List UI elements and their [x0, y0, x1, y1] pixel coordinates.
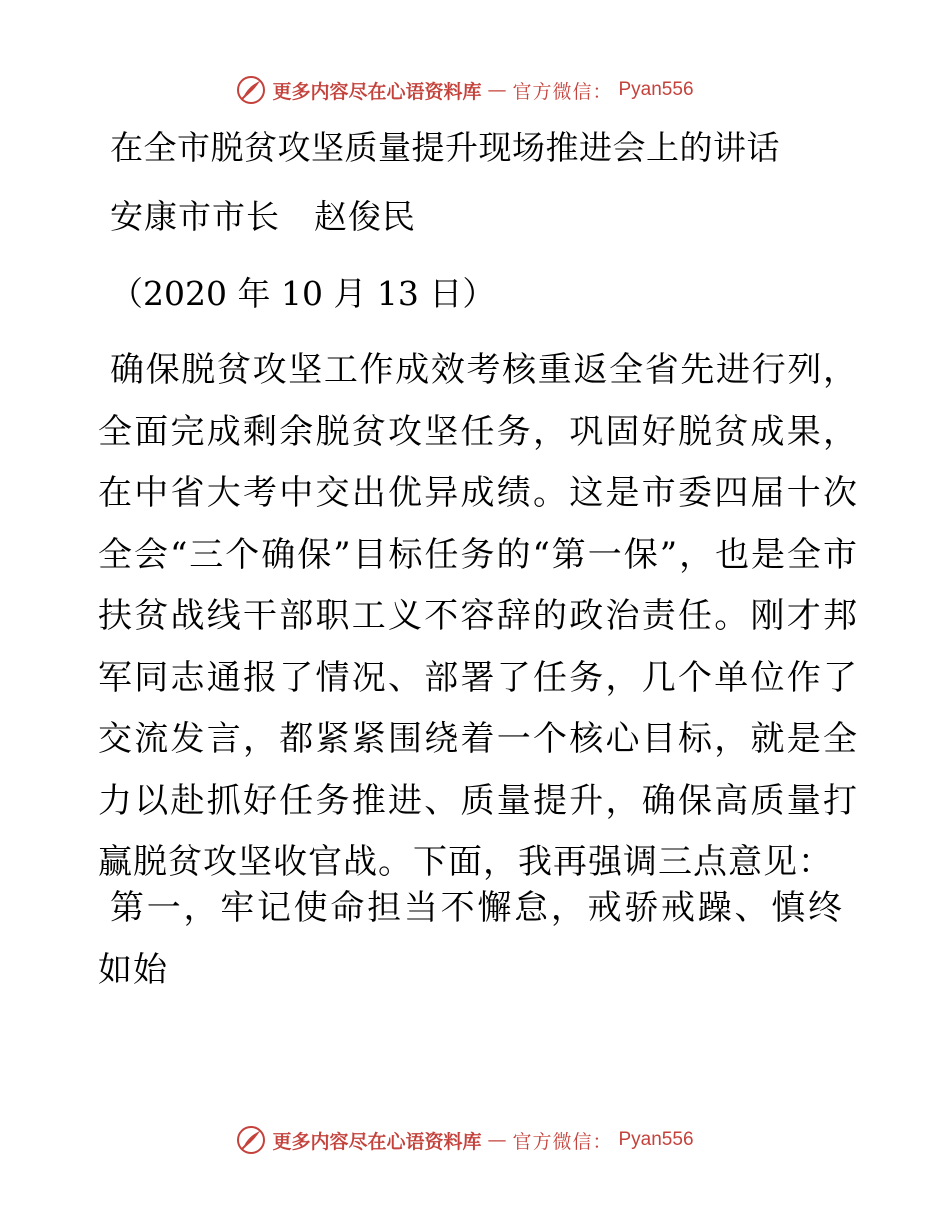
footer-wechat-label: 官方微信：	[512, 1130, 613, 1153]
footer-banner	[0, 1120, 950, 1160]
paragraph-section-heading: 第一，牢记使命担当不懈怠，戒骄戒躁、慎终如始	[98, 888, 843, 990]
header-banner-separator: —	[487, 79, 507, 101]
feather-logo-icon	[236, 75, 266, 105]
header-banner	[0, 70, 950, 110]
author-name: 赵俊民	[314, 197, 416, 236]
document-title: 在全市脱贫攻坚质量提升现场推进会上的讲话	[110, 128, 780, 167]
header-banner-text: 更多内容尽在心语资料库	[272, 80, 482, 103]
author-role: 安康市市长	[110, 197, 280, 236]
header-wechat-id: Pyan556	[618, 79, 694, 100]
header-wechat-label: 官方微信：	[512, 80, 613, 103]
footer-banner-content	[236, 1125, 693, 1155]
footer-wechat-id: Pyan556	[618, 1129, 694, 1150]
header-banner-content	[236, 75, 693, 105]
document-author	[110, 197, 416, 237]
document-date: （2020 年 10 月 13 日）	[110, 274, 496, 313]
footer-banner-text: 更多内容尽在心语资料库	[272, 1130, 482, 1153]
paragraph-intro: 确保脱贫攻坚工作成效考核重返全省先进行列，全面完成剩余脱贫攻坚任务，巩固好脱贫成果，在中省大考中交出优异成绩。这是市委四届十次全会“三个确保”目标任务的“第一保”，也是全市扶贫战线干部职工义不容辞的政治责任。刚才邦军同志通报了情况、部署了任务，几个单位作了交流发言，都紧紧围绕着一个核心目标，就是全力以赴抓好任务推进、质量提升，确保高质量打赢脱贫攻坚收官战。下面，我再强调三点意见：	[98, 350, 858, 882]
footer-banner-separator: —	[487, 1129, 507, 1151]
feather-logo-icon	[236, 1125, 266, 1155]
